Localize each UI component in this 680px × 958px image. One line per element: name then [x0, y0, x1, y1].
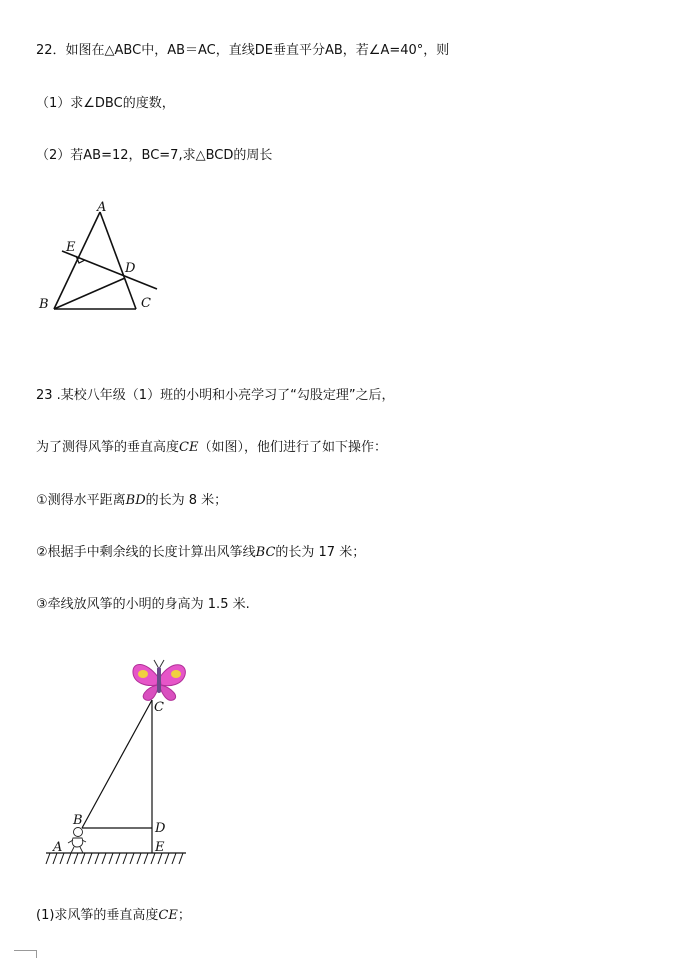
label-a: A [97, 200, 107, 215]
var-ce: CE [179, 440, 199, 455]
problem-23-step-3: ③牵线放风筝的小明的身高为 1.5 米. [36, 597, 250, 612]
text: (1)求风筝的垂直高度 [36, 908, 159, 923]
var-bd: BD [125, 493, 146, 508]
butterfly-kite-icon [133, 660, 185, 700]
problem-23-question-1 [36, 908, 191, 924]
label-a: A [53, 840, 63, 855]
label-c: C [154, 700, 164, 715]
child-figure-icon [68, 828, 86, 854]
text: ； [177, 908, 191, 923]
problem-22-part-1: （1）求∠DBC的度数， [36, 96, 175, 111]
text: ①测得水平距离 [36, 493, 126, 508]
text: 的长为 17 米； [275, 545, 366, 560]
problem-23-line-2 [36, 440, 387, 456]
triangle-figure [30, 195, 170, 320]
var-bc: BC [255, 545, 276, 560]
label-e: E [155, 840, 165, 855]
problem-23-stem: 23 .某校八年级（1）班的小明和小亮学习了“勾股定理”之后， [36, 388, 395, 403]
segment-bd [54, 278, 125, 309]
text: （如图），他们进行了如下操作： [198, 440, 387, 455]
problem-23-step-1 [36, 493, 227, 509]
kite-figure [40, 655, 200, 870]
side-ab [54, 212, 100, 309]
label-d: D [125, 261, 136, 276]
problem-23-step-2 [36, 545, 365, 561]
problem-22-stem: 22．如图在△ABC中，AB＝AC，直线DE垂直平分AB，若∠A=40°，则 [36, 43, 450, 58]
label-c: C [141, 296, 151, 311]
label-b: B [39, 297, 49, 312]
var-ce: CE [158, 908, 178, 923]
problem-22-part-2: （2）若AB=12，BC=7,求△BCD的周长 [36, 148, 273, 163]
text: 的长为 8 米； [145, 493, 228, 508]
line-bc [82, 700, 152, 828]
text: 为了测得风筝的垂直高度 [36, 440, 180, 455]
text: ②根据手中剩余线的长度计算出风筝线 [36, 545, 256, 560]
label-d: D [155, 821, 166, 836]
label-b: B [73, 813, 83, 828]
label-e: E [66, 240, 76, 255]
